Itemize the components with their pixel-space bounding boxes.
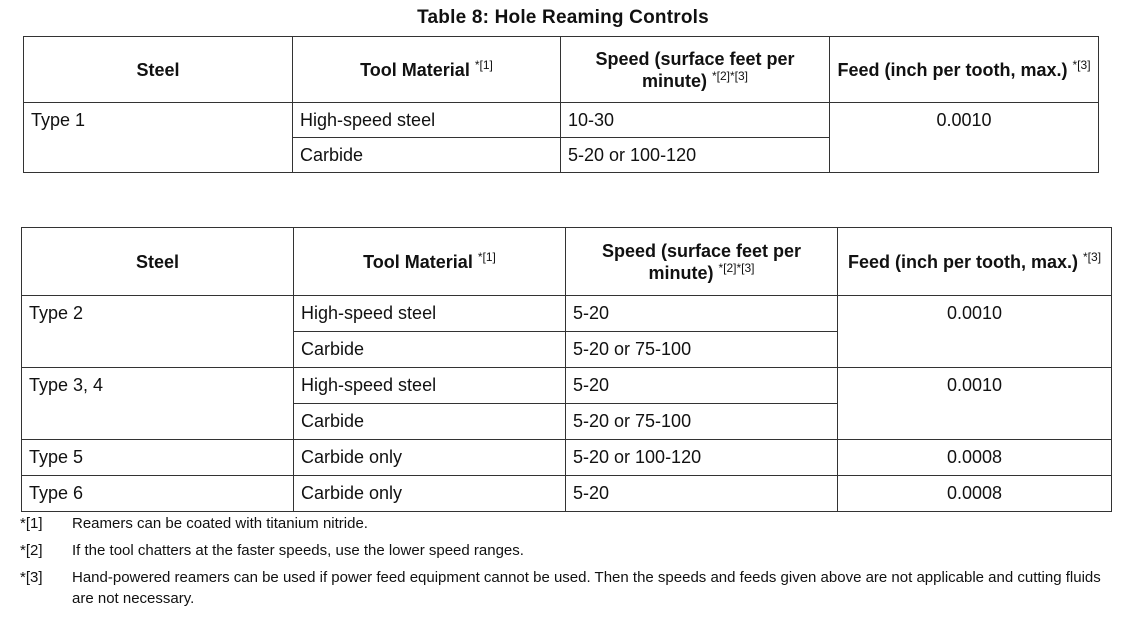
table-row — [22, 476, 1112, 512]
header-row — [22, 228, 1112, 296]
table-row — [22, 296, 1112, 332]
steel-cell: Type 1 — [24, 103, 293, 173]
footnote-ref: *[1] — [477, 249, 496, 264]
table-row — [22, 440, 1112, 476]
tool-cell: Carbide — [294, 332, 566, 368]
steel-cell: Type 2 — [22, 296, 294, 368]
footnote-mark: *[1] — [20, 515, 43, 532]
footnote — [20, 567, 1110, 609]
tool-cell: High-speed steel — [293, 103, 561, 138]
header-feed: Feed (inch per tooth, max.) $^{*[3]}$ — [838, 228, 1112, 296]
header-feed: Feed (inch per tooth, max.) $^{*[3]}$ — [830, 37, 1099, 103]
tool-cell: Carbide only — [294, 440, 566, 476]
speed-cell: 5-20 — [566, 368, 838, 404]
header-tool-material: Tool Material $^{*[1]}$ — [294, 228, 566, 296]
tool-cell: High-speed steel — [294, 368, 566, 404]
header-steel: Steel — [22, 228, 294, 296]
tool-cell: Carbide — [293, 138, 561, 173]
footnote-text: Reamers can be coated with titanium nitride. — [72, 515, 368, 532]
table-row — [22, 368, 1112, 404]
steel-cell: Type 5 — [22, 440, 294, 476]
footnote-ref: *[2]*[3] — [711, 68, 749, 83]
feed-cell: 0.0008 — [838, 440, 1112, 476]
footnote-text: If the tool chatters at the faster speeds, use the lower speed ranges. — [72, 542, 524, 559]
table-caption: Table 8: Hole Reaming Controls — [417, 7, 709, 28]
table-row — [24, 103, 1099, 138]
speed-cell: 5-20 or 100-120 — [561, 138, 830, 173]
footnote — [20, 540, 1110, 561]
feed-cell: 0.0008 — [838, 476, 1112, 512]
speed-cell: 5-20 or 100-120 — [566, 440, 838, 476]
speed-cell: 10-30 — [561, 103, 830, 138]
header-speed: Speed (surface feet per minute) $^{*[2]*[3]}$ — [566, 228, 838, 296]
footnote-ref: *[3] — [1083, 249, 1102, 264]
speed-cell: 5-20 — [566, 476, 838, 512]
tool-cell: Carbide — [294, 404, 566, 440]
footnote-text: Hand-powered reamers can be used if power feed equipment cannot be used. Then the speeds and feeds given above are not applicable and cutting fluids are not necessary. — [72, 569, 1101, 607]
speed-cell: 5-20 — [566, 296, 838, 332]
header-steel: Steel — [24, 37, 293, 103]
header-tool-material: Tool Material $^{*[1]}$ — [293, 37, 561, 103]
footnote-ref: *[2]*[3] — [718, 260, 755, 275]
steel-cell: Type 6 — [22, 476, 294, 512]
footnote-mark: *[2] — [20, 542, 43, 559]
footnote-mark: *[3] — [20, 569, 43, 586]
feed-cell: 0.0010 — [838, 296, 1112, 368]
steel-cell: Type 3, 4 — [22, 368, 294, 440]
header-row — [24, 37, 1099, 103]
tool-cell: High-speed steel — [294, 296, 566, 332]
footnotes — [20, 513, 1110, 615]
feed-cell: 0.0010 — [838, 368, 1112, 440]
footnote-ref: *[3] — [1072, 57, 1091, 72]
footnote — [20, 513, 1110, 534]
reaming-table-1 — [23, 36, 1099, 173]
feed-cell: 0.0010 — [830, 103, 1099, 173]
footnote-ref: *[1] — [474, 57, 493, 72]
header-speed: Speed (surface feet per minute) $^{*[2]*[3]}$ — [561, 37, 830, 103]
speed-cell: 5-20 or 75-100 — [566, 332, 838, 368]
tool-cell: Carbide only — [294, 476, 566, 512]
reaming-table-2 — [21, 227, 1112, 512]
speed-cell: 5-20 or 75-100 — [566, 404, 838, 440]
